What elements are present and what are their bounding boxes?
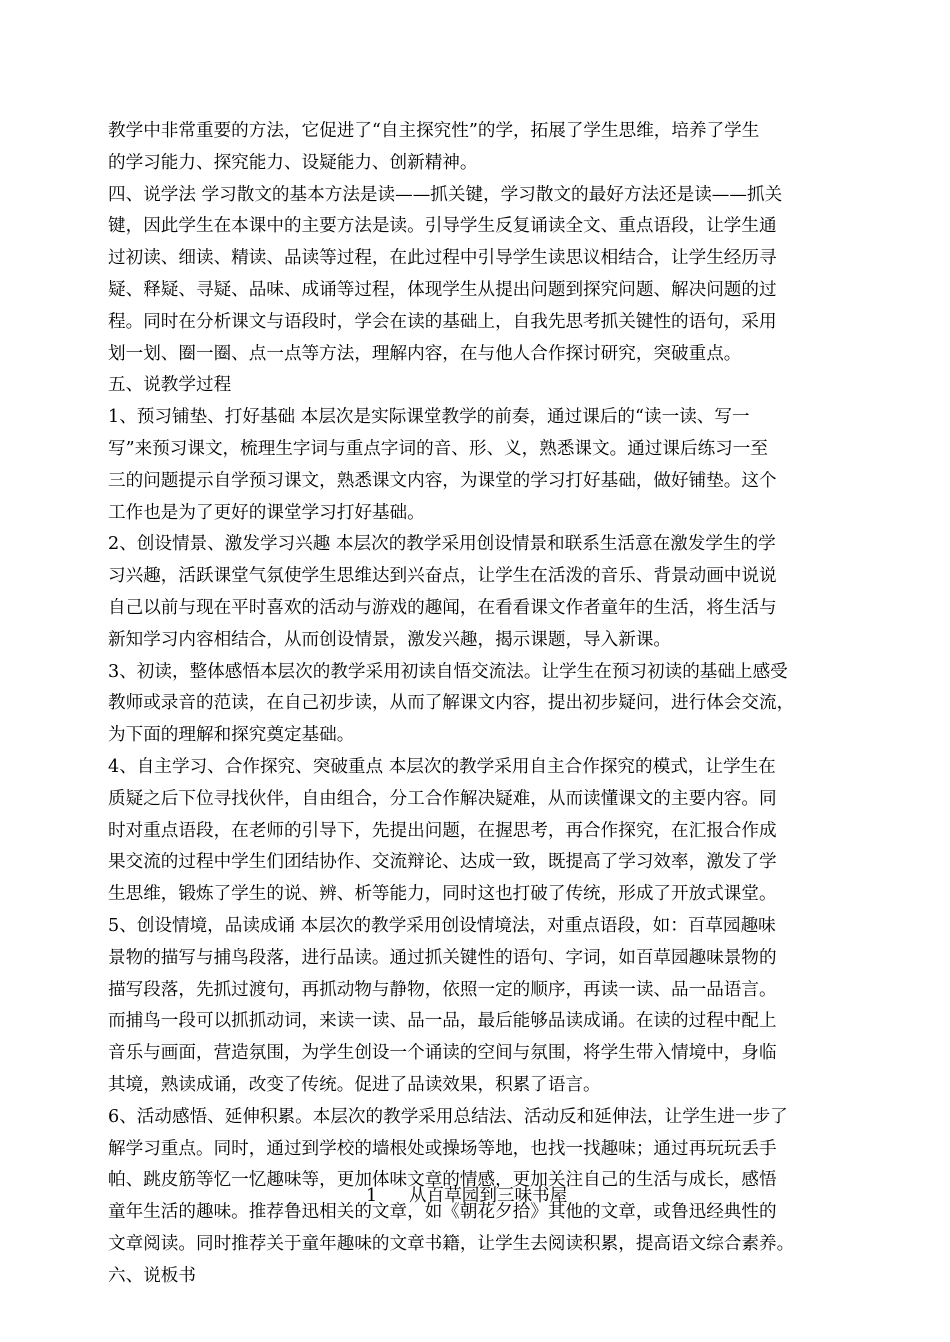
text-line: 景物的描写与捕鸟段落，进行品读。通过抓关键性的语句、字词，如百草园趣味景物的: [108, 947, 777, 968]
text-line: 果交流的过程中学生们团结协作、交流辩论、达成一致，既提高了学习效率，激发了学: [108, 852, 777, 873]
text-line: 质疑之后下位寻找伙伴，自由组合，分工合作解决疑难，从而读懂课文的主要内容。同: [108, 788, 777, 809]
text-line: 四、说学法 学习散文的基本方法是读——抓关键，学习散文的最好方法还是读——抓关: [108, 184, 783, 205]
text-line: 童年生活的趣味。推荐鲁迅相关的文章，如《朝花夕拾》其他的文章，或鲁迅经典性的: [108, 1202, 777, 1223]
text-line: 五、说教学过程: [108, 375, 232, 396]
text-line: 为下面的理解和探究奠定基础。: [108, 725, 355, 746]
text-line: 而捕鸟一段可以抓抓动词，来读一读、品一品，最后能够品读成诵。在读的过程中配上: [108, 1011, 777, 1032]
text-line: 的学习能力、探究能力、设疑能力、创新精神。: [108, 152, 478, 173]
text-line: 5、创设情境，品读成诵 本层次的教学采用创设情境法，对重点语段，如：百草园趣味: [108, 915, 776, 936]
document-body: [108, 116, 856, 1292]
board-lesson-title: 从百草园到三味书屋: [409, 1186, 568, 1206]
text-line: 3、初读，整体感悟本层次的教学采用初读自悟交流法。让学生在预习初读的基础上感受: [108, 661, 788, 682]
text-line: 新知学习内容相结合，从而创设情景，激发兴趣，揭示课题，导入新课。: [108, 629, 672, 650]
text-line: 六、说板书: [108, 1265, 196, 1286]
text-line: 6、活动感悟、延伸积累。本层次的教学采用总结法、活动反和延伸法，让学生进一步了: [108, 1106, 788, 1127]
text-line: 工作也是为了更好的课堂学习打好基础。: [108, 502, 425, 523]
text-line: 帕、跳皮筋等忆一忆趣味等，更加体味文章的情感，更加关注自己的生活与成长，感悟: [108, 1170, 777, 1191]
text-line: 疑、释疑、寻疑、品味、成诵等过程，体现学生从提出问题到探究问题、解决问题的过: [108, 279, 777, 300]
text-line: 生思维，锻炼了学生的说、辨、析等能力，同时这也打破了传统，形成了开放式课堂。: [108, 884, 777, 905]
text-line: 划一划、圈一圈、点一点等方法，理解内容，在与他人合作探讨研究，突破重点。: [108, 343, 742, 364]
text-line: 习兴趣，活跃课堂气氛使学生思维达到兴奋点，让学生在活泼的音乐、背景动画中说说: [108, 566, 777, 587]
text-line: 自己以前与现在平时喜欢的活动与游戏的趣闻，在看看课文作者童年的生活，将生活与: [108, 597, 777, 618]
text-line: 时对重点语段，在老师的引导下，先提出问题，在握思考，再合作探究，在汇报合作成: [108, 820, 777, 841]
text-line: 音乐与画面，营造氛围，为学生创设一个诵读的空间与氛围，将学生带入情境中，身临: [108, 1043, 777, 1064]
text-line: 三的问题提示自学预习课文，熟悉课文内容，为课堂的学习打好基础，做好铺垫。这个: [108, 470, 777, 491]
board-lesson-number: 1: [366, 1186, 378, 1206]
text-line: 其境，熟读成诵，改变了传统。促进了品读效果，积累了语言。: [108, 1074, 601, 1095]
text-line: 4、自主学习、合作探究、突破重点 本层次的教学采用自主合作探究的模式，让学生在: [108, 756, 776, 777]
text-line: 键，因此学生在本课中的主要方法是读。引导学生反复诵读全文、重点语段，让学生通: [108, 216, 777, 237]
text-line: 描写段落，先抓过渡句，再抓动物与静物，依照一定的顺序，再读一读、品一品语言。: [108, 979, 777, 1000]
text-line: 1、预习铺垫、打好基础 本层次是实际课堂教学的前奏，通过课后的“读一读、写一: [108, 407, 750, 428]
text-line: 写”来预习课文，梳理生字词与重点字词的音、形、义，熟悉课文。通过课后练习一至: [108, 438, 768, 459]
text-line: 文章阅读。同时推荐关于童年趣味的文章书籍，让学生去阅读积累，提高语文综合素养。: [108, 1233, 795, 1254]
text-line: 教师或录音的范读，在自己初步读，从而了解课文内容，提出初步疑问，进行体会交流，: [108, 693, 795, 714]
text-line: 过初读、细读、精读、品读等过程，在此过程中引导学生读思议相结合，让学生经历寻: [108, 248, 777, 269]
text-line: 程。同时在分析课文与语段时，学会在读的基础上，自我先思考抓关键性的语句，采用: [108, 311, 777, 332]
text-line: 教学中非常重要的方法，它促进了“自主探究性”的学，拓展了学生思维，培养了学生: [108, 121, 760, 141]
text-line: 2、创设情景、激发学习兴趣 本层次的教学采用创设情景和联系生活意在激发学生的学: [108, 534, 776, 555]
text-line: 解学习重点。同时，通过到学校的墙根处或操场等地，也找一找趣味；通过再玩玩丢手: [108, 1138, 777, 1159]
